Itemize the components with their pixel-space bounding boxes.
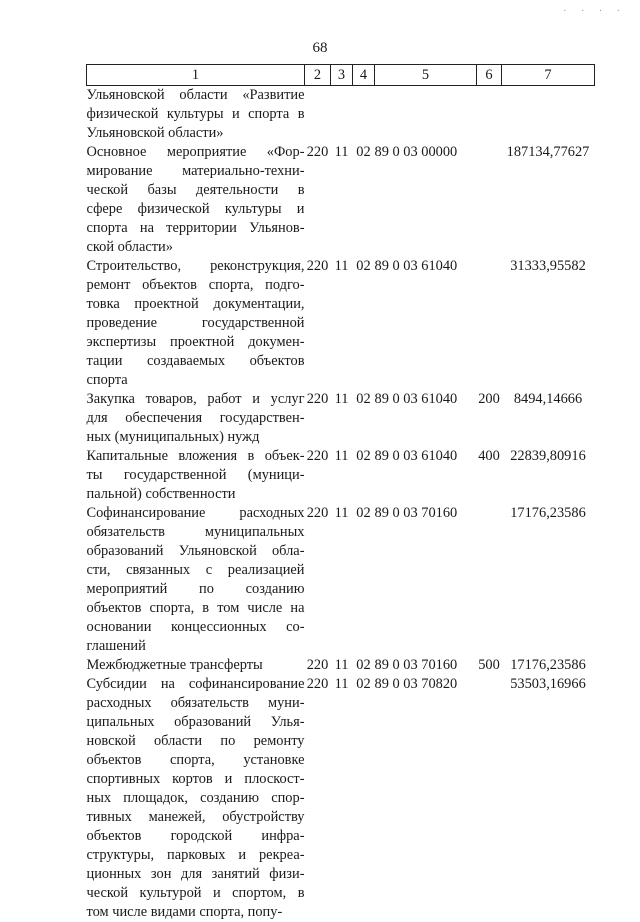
subsection-code: 02 [353,257,375,390]
section-code: 11 [331,143,353,257]
description-line: спорта на территории Ульянов- [87,219,305,238]
amount: 22839,80916 [502,447,595,504]
table-row [87,447,595,504]
scan-marks: · · · · [563,6,626,17]
description-line: ных (муниципальных) нужд [87,428,305,447]
description-line: расходных обязательств муни- [87,694,305,713]
amount: 17176,23586 [502,656,595,675]
amount: 53503,16966 [502,675,595,922]
expense-type-code [477,86,502,144]
description-line: пальной) собственности [87,485,305,504]
row-description [87,447,305,504]
description-line: Субсидии на софинансирование [87,675,305,694]
subsection-code: 02 [353,656,375,675]
description-line: Межбюджетные трансферты [87,656,305,675]
description-line: мирование материально-техни- [87,162,305,181]
amount: 17176,23586 [502,504,595,656]
budget-table [86,64,595,922]
row-description [87,143,305,257]
section-code: 11 [331,675,353,922]
description-line: новской области по ремонту [87,732,305,751]
expense-type-code: 400 [477,447,502,504]
row-description [87,504,305,656]
amount [502,86,595,144]
table-body [87,86,595,922]
column-header: 1 [87,65,305,86]
section-code: 11 [331,390,353,447]
description-line: для обеспечения государствен- [87,409,305,428]
section-code [331,86,353,144]
table-row [87,257,595,390]
subsection-code: 02 [353,143,375,257]
target-article-code [375,86,477,144]
description-line: ты государственной (муници- [87,466,305,485]
table-row [87,504,595,656]
description-line: спорта [87,371,305,390]
column-header: 3 [331,65,353,86]
column-header: 6 [477,65,502,86]
description-line: сфере физической культуры и [87,200,305,219]
chapter-code: 220 [305,447,331,504]
expense-type-code [477,143,502,257]
chapter-code: 220 [305,143,331,257]
target-article-code: 89 0 03 61040 [375,390,477,447]
page-number: 68 [0,40,640,57]
description-line: ципальных образований Улья- [87,713,305,732]
section-code: 11 [331,257,353,390]
description-line: объектов спорта, в том числе на [87,599,305,618]
table-row [87,656,595,675]
description-line: физической культуры и спорта в [87,105,305,124]
row-description [87,257,305,390]
amount: 31333,95582 [502,257,595,390]
chapter-code: 220 [305,257,331,390]
expense-type-code [477,675,502,922]
table-row [87,390,595,447]
chapter-code [305,86,331,144]
target-article-code: 89 0 03 70160 [375,656,477,675]
description-line: ных площадок, созданию спор- [87,789,305,808]
amount: 8494,14666 [502,390,595,447]
target-article-code: 89 0 03 70820 [375,675,477,922]
table-row [87,675,595,922]
description-line: том числе видами спорта, попу- [87,903,305,922]
description-line: Софинансирование расходных [87,504,305,523]
description-line: ционных зон для занятий физи- [87,865,305,884]
section-code: 11 [331,504,353,656]
column-number-row [87,65,595,86]
expense-type-code [477,504,502,656]
chapter-code: 220 [305,675,331,922]
expense-type-code: 200 [477,390,502,447]
subsection-code: 02 [353,447,375,504]
target-article-code: 89 0 03 61040 [375,447,477,504]
description-line: ческой базы деятельности в [87,181,305,200]
expense-type-code: 500 [477,656,502,675]
column-header: 2 [305,65,331,86]
description-line: ской области» [87,238,305,257]
description-line: ремонт объектов спорта, подго- [87,276,305,295]
description-line: Капитальные вложения в объек- [87,447,305,466]
description-line: тивных манежей, обустройству [87,808,305,827]
row-description [87,390,305,447]
column-header: 4 [353,65,375,86]
target-article-code: 89 0 03 00000 [375,143,477,257]
description-line: тации создаваемых объектов [87,352,305,371]
amount: 187134,77627 [502,143,595,257]
description-line: Ульяновской области» [87,124,305,143]
description-line: Закупка товаров, работ и услуг [87,390,305,409]
section-code: 11 [331,447,353,504]
description-line: товка проектной документации, [87,295,305,314]
description-line: объектов городской инфра- [87,827,305,846]
description-line: структуры, парковых и рекреа- [87,846,305,865]
expense-type-code [477,257,502,390]
description-line: Ульяновской области «Развитие [87,86,305,105]
subsection-code: 02 [353,675,375,922]
row-description [87,675,305,922]
description-line: мероприятий по созданию [87,580,305,599]
table-row [87,86,595,144]
description-line: образований Ульяновской обла- [87,542,305,561]
description-line: экспертизы проектной докумен- [87,333,305,352]
description-line: Основное мероприятие «Фор- [87,143,305,162]
description-line: спортивных кортов и плоскост- [87,770,305,789]
description-line: основании концессионных со- [87,618,305,637]
description-line: сти, связанных с реализацией [87,561,305,580]
subsection-code: 02 [353,390,375,447]
column-header: 5 [375,65,477,86]
row-description [87,86,305,144]
subsection-code: 02 [353,504,375,656]
chapter-code: 220 [305,504,331,656]
description-line: объектов спорта, установке [87,751,305,770]
target-article-code: 89 0 03 70160 [375,504,477,656]
section-code: 11 [331,656,353,675]
description-line: Строительство, реконструкция, [87,257,305,276]
target-article-code: 89 0 03 61040 [375,257,477,390]
description-line: проведение государственной [87,314,305,333]
description-line: ческой культурой и спортом, в [87,884,305,903]
column-header: 7 [502,65,595,86]
description-line: глашений [87,637,305,656]
table-row [87,143,595,257]
chapter-code: 220 [305,656,331,675]
row-description [87,656,305,675]
subsection-code [353,86,375,144]
chapter-code: 220 [305,390,331,447]
description-line: обязательств муниципальных [87,523,305,542]
